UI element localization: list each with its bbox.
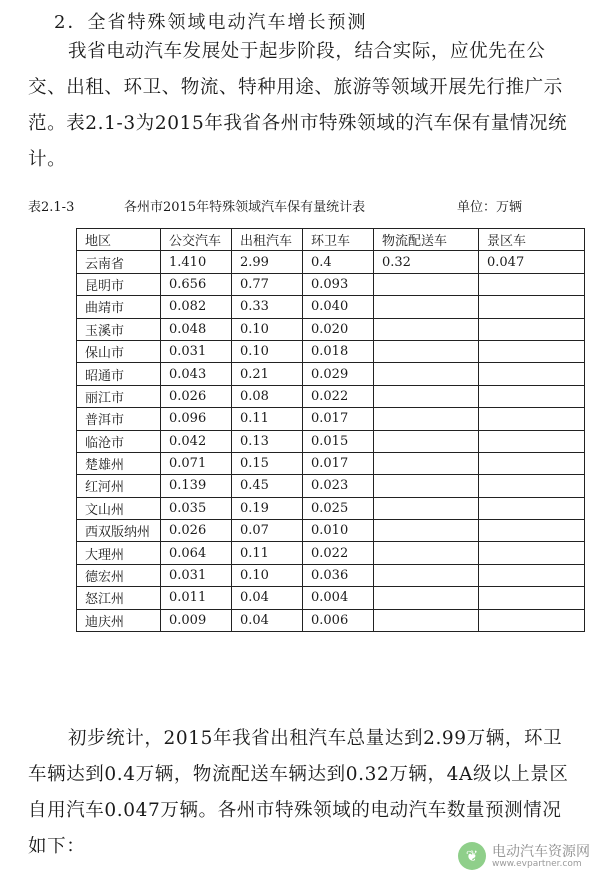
cell-logistics [374,587,479,609]
cell-taxi: 0.77 [232,273,303,295]
cell-sanitation: 0.022 [303,385,374,407]
cell-scenic [479,564,585,586]
site-watermark [458,838,600,874]
table-row [77,430,585,452]
table-row [77,408,585,430]
cell-taxi: 0.08 [232,385,303,407]
cell-logistics [374,385,479,407]
cell-scenic [479,340,585,362]
cell-bus: 0.139 [161,475,232,497]
cell-taxi: 0.11 [232,542,303,564]
cell-sanitation: 0.017 [303,408,374,430]
cell-logistics [374,318,479,340]
cell-region: 丽江市 [77,385,161,407]
cell-region: 普洱市 [77,408,161,430]
cell-scenic [479,520,585,542]
cell-bus: 0.042 [161,430,232,452]
cell-taxi: 0.11 [232,408,303,430]
table-row [77,564,585,586]
header-scenic: 景区车 [479,229,585,251]
cell-taxi: 0.04 [232,609,303,631]
cell-sanitation: 0.023 [303,475,374,497]
cell-logistics [374,520,479,542]
cell-taxi: 0.45 [232,475,303,497]
cell-sanitation: 0.093 [303,273,374,295]
table-row [77,452,585,474]
cell-logistics [374,609,479,631]
cell-region: 红河州 [77,475,161,497]
cell-taxi: 0.15 [232,452,303,474]
cell-logistics [374,273,479,295]
cell-region: 德宏州 [77,564,161,586]
cell-taxi: 0.04 [232,587,303,609]
cell-scenic [479,542,585,564]
cell-logistics [374,542,479,564]
header-sanitation: 环卫车 [303,229,374,251]
table-row [77,475,585,497]
table-row [77,609,585,631]
cell-sanitation: 0.010 [303,520,374,542]
table-row [77,542,585,564]
cell-bus: 0.026 [161,385,232,407]
cell-taxi: 0.13 [232,430,303,452]
watermark-url: www.evpartner.com [492,859,582,869]
cell-region: 保山市 [77,340,161,362]
table-row [77,273,585,295]
summary-paragraph: 初步统计，2015年我省出租汽车总量达到2.99万辆，环卫车辆达到0.4万辆，物流配送车辆达到0.32万辆，4A级以上景区自用汽车0.047万辆。各州市特殊领域的电动汽车数量预测情况如下： [28,728,569,857]
cell-scenic [479,296,585,318]
cell-bus: 1.410 [161,251,232,273]
cell-sanitation: 0.004 [303,587,374,609]
cell-logistics [374,363,479,385]
cell-bus: 0.035 [161,497,232,519]
cell-sanitation: 0.017 [303,452,374,474]
cell-scenic [479,430,585,452]
cell-bus: 0.043 [161,363,232,385]
cell-logistics [374,497,479,519]
table-row [77,497,585,519]
cell-region: 玉溪市 [77,318,161,340]
table-row [77,363,585,385]
cell-region: 大理州 [77,542,161,564]
cell-scenic [479,363,585,385]
cell-sanitation: 0.040 [303,296,374,318]
table-caption [28,196,548,218]
cell-region: 昆明市 [77,273,161,295]
table-number: 表2.1-3 [28,200,75,215]
section-heading: 2．全省特殊领域电动汽车增长预测 [54,12,368,33]
cell-bus: 0.096 [161,408,232,430]
header-bus: 公交汽车 [161,229,232,251]
cell-bus: 0.026 [161,520,232,542]
cell-logistics [374,564,479,586]
cell-bus: 0.031 [161,564,232,586]
cell-sanitation: 0.006 [303,609,374,631]
cell-scenic [479,318,585,340]
cell-logistics [374,475,479,497]
cell-region: 云南省 [77,251,161,273]
cell-logistics [374,340,479,362]
cell-sanitation: 0.036 [303,564,374,586]
cell-taxi: 0.10 [232,564,303,586]
table-row [77,296,585,318]
table-row [77,385,585,407]
table-header-row [77,229,585,251]
cell-scenic [479,587,585,609]
cell-taxi: 0.21 [232,363,303,385]
cell-bus: 0.048 [161,318,232,340]
cell-sanitation: 0.015 [303,430,374,452]
cell-bus: 0.031 [161,340,232,362]
table-unit: 单位：万辆 [457,200,523,215]
leaf-icon: ❦ [458,842,486,870]
cell-scenic [479,609,585,631]
table-row [77,520,585,542]
header-taxi: 出租汽车 [232,229,303,251]
cell-region: 楚雄州 [77,452,161,474]
table-row [77,318,585,340]
cell-scenic [479,385,585,407]
cell-taxi: 0.07 [232,520,303,542]
cell-bus: 0.009 [161,609,232,631]
cell-sanitation: 0.4 [303,251,374,273]
table-title: 各州市2015年特殊领域汽车保有量统计表 [124,200,366,215]
cell-scenic [479,475,585,497]
cell-scenic [479,408,585,430]
cell-region: 文山州 [77,497,161,519]
cell-sanitation: 0.020 [303,318,374,340]
cell-region: 迪庆州 [77,609,161,631]
cell-logistics: 0.32 [374,251,479,273]
vehicle-stats-table [76,228,585,632]
cell-region: 临沧市 [77,430,161,452]
cell-scenic [479,452,585,474]
cell-taxi: 0.10 [232,318,303,340]
table-row [77,587,585,609]
header-region: 地区 [77,229,161,251]
cell-taxi: 2.99 [232,251,303,273]
cell-bus: 0.656 [161,273,232,295]
cell-logistics [374,452,479,474]
cell-bus: 0.064 [161,542,232,564]
cell-bus: 0.082 [161,296,232,318]
cell-sanitation: 0.029 [303,363,374,385]
cell-region: 怒江州 [77,587,161,609]
cell-region: 曲靖市 [77,296,161,318]
cell-sanitation: 0.025 [303,497,374,519]
table-row [77,251,585,273]
cell-logistics [374,296,479,318]
cell-scenic [479,273,585,295]
cell-taxi: 0.19 [232,497,303,519]
cell-scenic [479,497,585,519]
table-row [77,340,585,362]
cell-sanitation: 0.018 [303,340,374,362]
watermark-name: 电动汽车资源网 [492,844,590,860]
cell-region: 西双版纳州 [77,520,161,542]
cell-logistics [374,408,479,430]
cell-logistics [374,430,479,452]
cell-taxi: 0.10 [232,340,303,362]
cell-sanitation: 0.022 [303,542,374,564]
cell-region: 昭通市 [77,363,161,385]
header-logistics: 物流配送车 [374,229,479,251]
cell-scenic: 0.047 [479,251,585,273]
cell-bus: 0.071 [161,452,232,474]
cell-taxi: 0.33 [232,296,303,318]
cell-bus: 0.011 [161,587,232,609]
intro-paragraph: 我省电动汽车发展处于起步阶段，结合实际，应优先在公交、出租、环卫、物流、特种用途、旅游等领域开展先行推广示范。表2.1-3为2015年我省各州市特殊领域的汽车保有量情况统计。 [28,41,568,170]
